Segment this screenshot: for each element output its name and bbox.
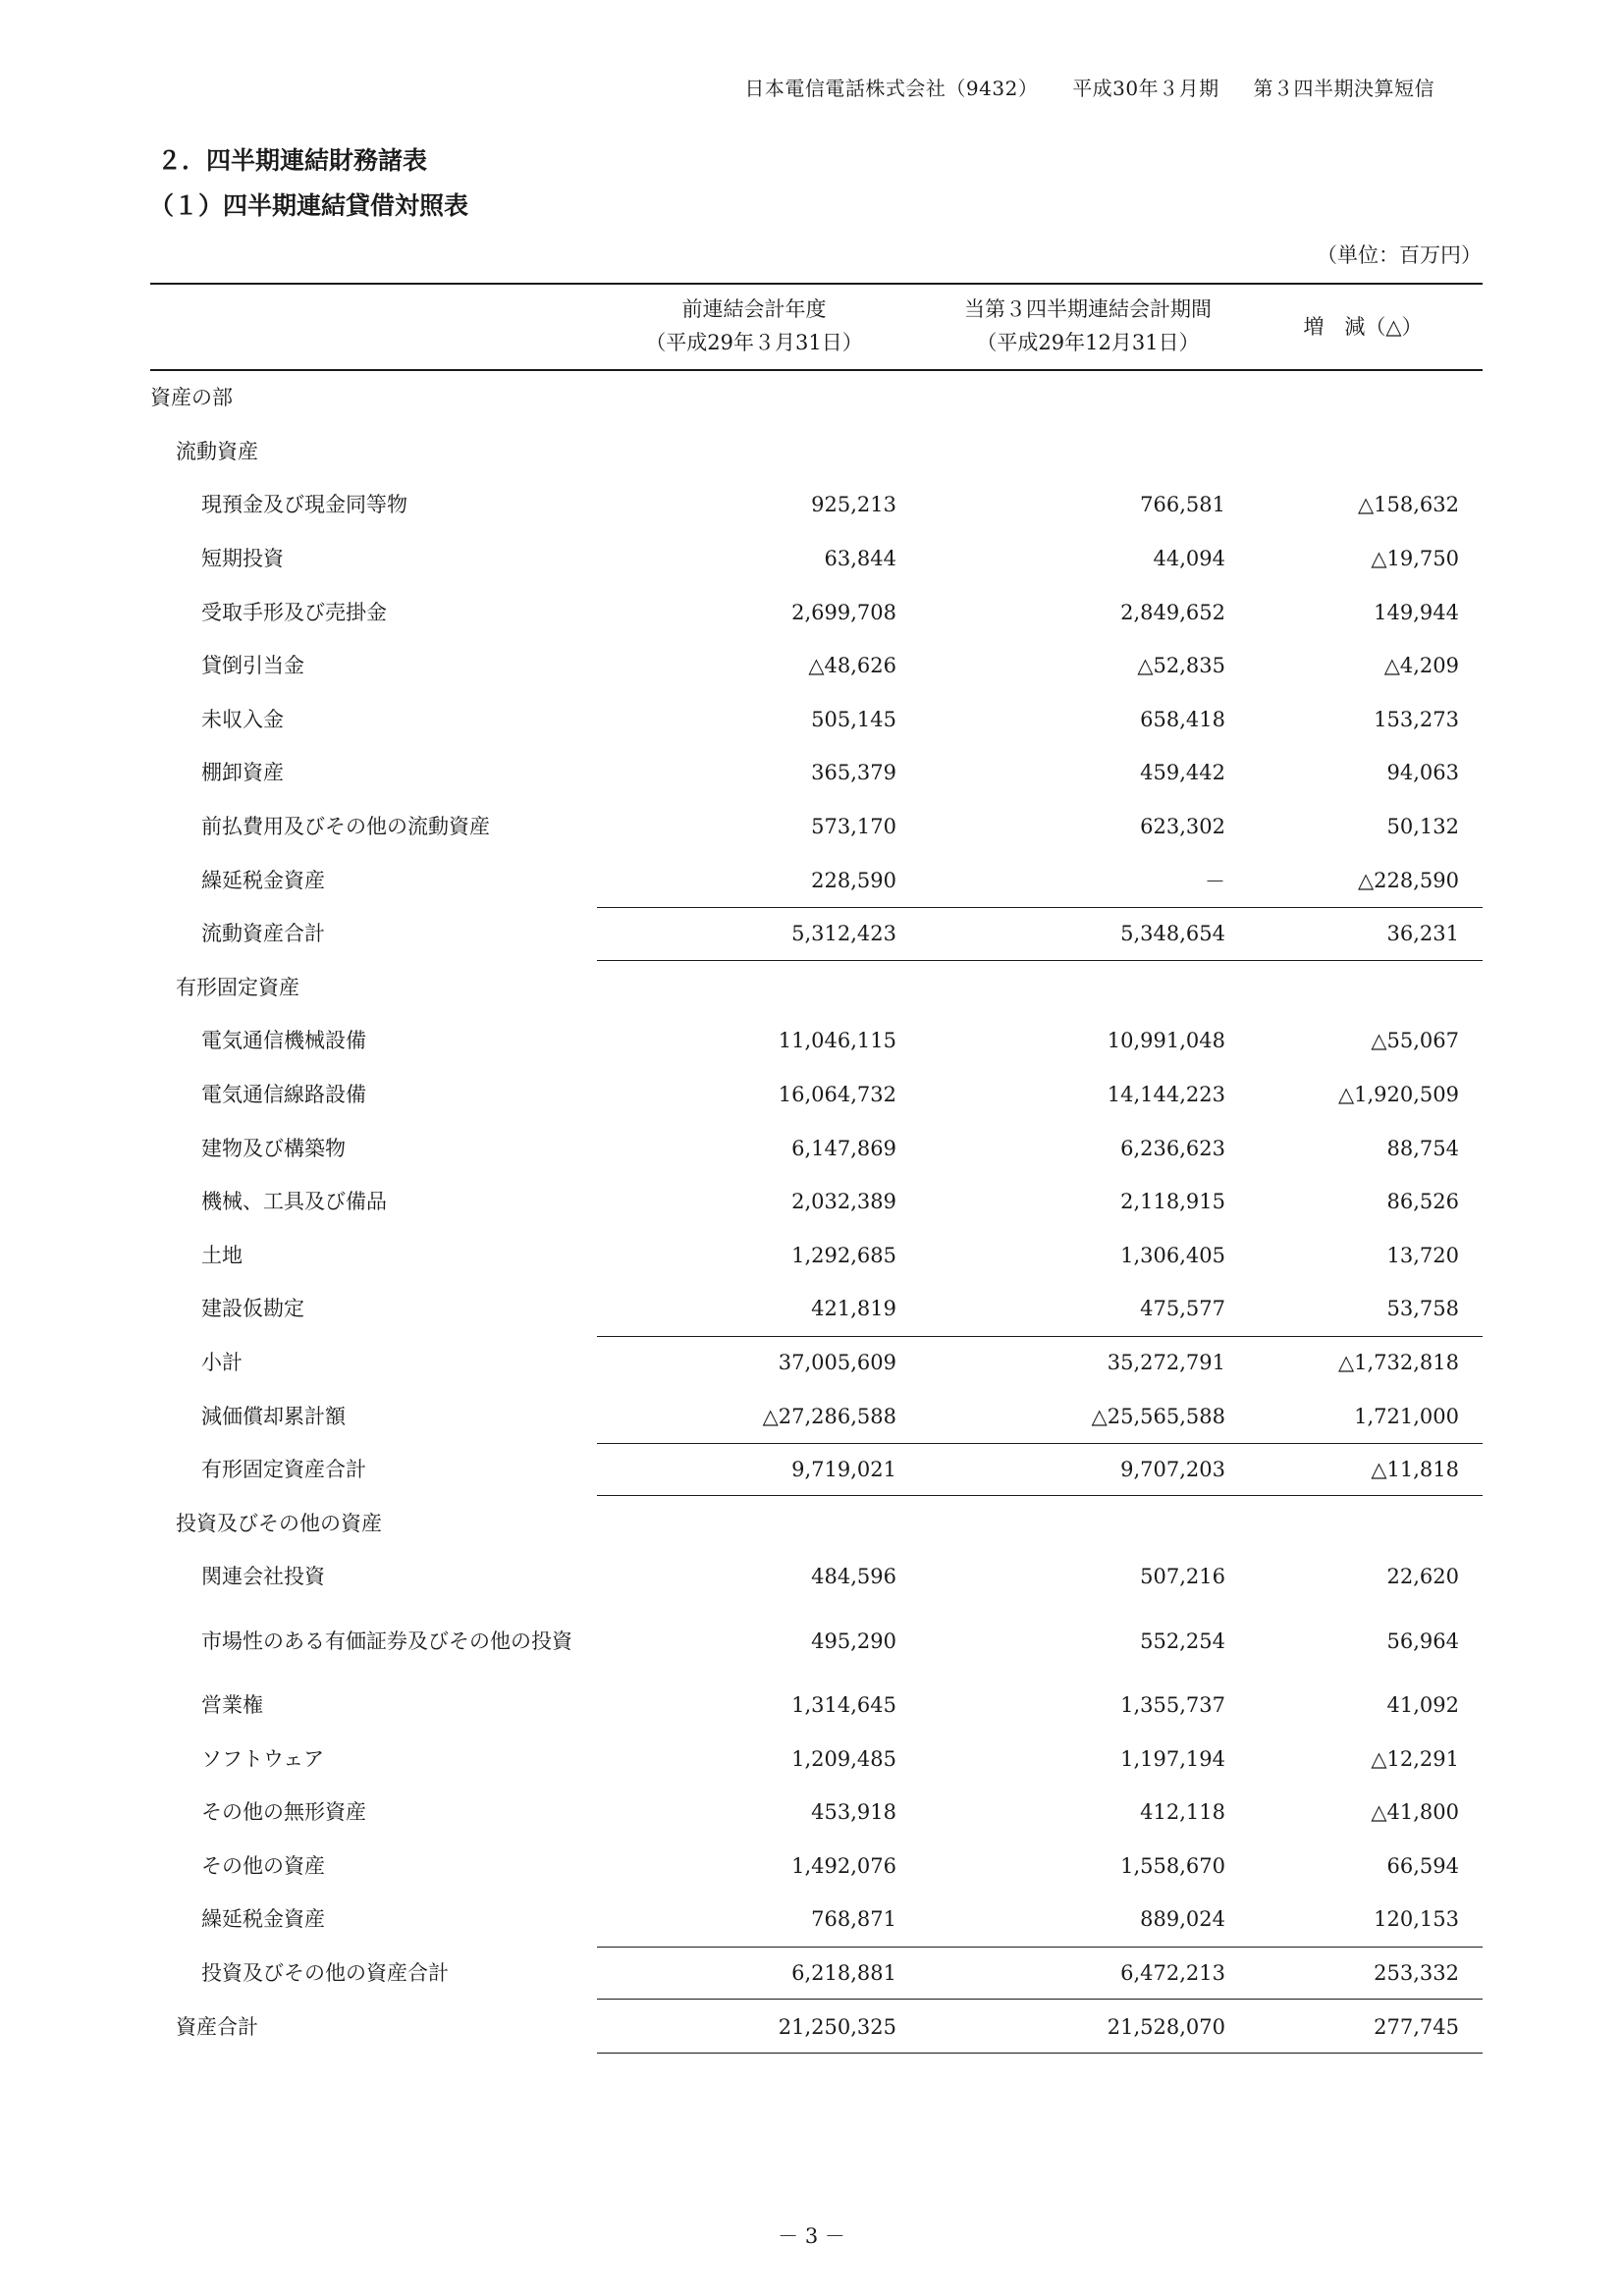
- value-current: 5,348,654: [1120, 922, 1225, 946]
- table-row: [150, 1786, 1483, 1840]
- table-row: [150, 1014, 1483, 1068]
- value-previous: 1,492,076: [791, 1853, 896, 1878]
- row-label: 関連会社投資: [201, 1565, 325, 1589]
- value-current: 6,236,623: [1120, 1136, 1225, 1160]
- value-difference: 36,231: [1386, 922, 1459, 946]
- value-previous: 228,590: [811, 868, 896, 892]
- value-difference: 88,754: [1386, 1136, 1459, 1160]
- value-current: 1,355,737: [1120, 1692, 1225, 1717]
- value-difference: 153,273: [1374, 707, 1459, 731]
- table-row: [150, 693, 1483, 747]
- table-row: [150, 961, 1483, 1015]
- table-row: [150, 1496, 1483, 1550]
- table-row: [150, 1839, 1483, 1893]
- value-current: 623,302: [1140, 815, 1225, 839]
- row-label: その他の資産: [201, 1853, 325, 1878]
- column-header-current: 当第３四半期連結会計期間 （平成29年12月31日）: [964, 297, 1212, 354]
- row-label: 流動資産合計: [201, 922, 325, 946]
- table-row: [150, 1282, 1483, 1336]
- row-label: 有形固定資産合計: [201, 1458, 366, 1482]
- value-difference: △12,291: [1371, 1746, 1459, 1771]
- value-current: 1,197,194: [1120, 1746, 1225, 1771]
- value-difference: △228,590: [1358, 868, 1459, 892]
- row-label: ソフトウェア: [201, 1746, 325, 1771]
- company-name: 日本電信電話株式会社（9432）: [744, 77, 1039, 100]
- subsection-title: （１）四半期連結貸借対照表: [149, 191, 469, 220]
- row-label: 短期投資: [201, 547, 284, 571]
- table-row: [150, 1893, 1483, 1947]
- value-difference: △1,920,509: [1337, 1083, 1459, 1107]
- table-row: [150, 1389, 1483, 1443]
- row-label: 有形固定資産: [176, 975, 299, 999]
- value-difference: △55,067: [1371, 1029, 1459, 1053]
- table-row: [150, 478, 1483, 532]
- value-previous: 9,719,021: [791, 1458, 896, 1482]
- value-difference: 22,620: [1386, 1565, 1459, 1589]
- value-previous: 484,596: [811, 1565, 896, 1589]
- value-difference: 66,594: [1386, 1853, 1459, 1878]
- table-row: [150, 746, 1483, 800]
- value-current: 658,418: [1140, 707, 1225, 731]
- value-previous: 16,064,732: [778, 1083, 896, 1107]
- value-difference: △4,209: [1383, 654, 1459, 678]
- row-label: 受取手形及び売掛金: [201, 600, 387, 624]
- subtotal-row: [150, 1443, 1483, 1497]
- value-previous: 6,147,869: [791, 1136, 896, 1160]
- table-row: [150, 1550, 1483, 1604]
- value-difference: 13,720: [1386, 1243, 1459, 1267]
- balance-sheet-table: [150, 283, 1483, 2054]
- value-current: △52,835: [1137, 654, 1225, 678]
- value-previous: 63,844: [824, 547, 896, 571]
- table-row: [150, 585, 1483, 639]
- table-row: [150, 1229, 1483, 1283]
- row-label: 棚卸資産: [201, 761, 284, 785]
- value-current: △25,565,588: [1091, 1404, 1225, 1428]
- value-difference: 120,153: [1374, 1907, 1459, 1932]
- row-label: 資産の部: [150, 386, 233, 410]
- document-header: [744, 73, 1434, 101]
- column-header-difference: 増 減（△）: [1303, 315, 1423, 339]
- subtotal-row: [150, 1336, 1483, 1390]
- table-row: [150, 1068, 1483, 1122]
- row-label: 資産合計: [176, 2014, 258, 2039]
- fiscal-period: 平成30年３月期: [1072, 77, 1219, 100]
- table-row: [150, 371, 1483, 425]
- row-label: 流動資産: [176, 439, 258, 463]
- value-previous: 21,250,325: [778, 2014, 896, 2039]
- row-label: 繰延税金資産: [201, 868, 325, 892]
- row-label: 小計: [201, 1350, 243, 1374]
- value-current: 889,024: [1140, 1907, 1225, 1932]
- value-difference: 86,526: [1386, 1190, 1459, 1214]
- value-previous: 2,032,389: [791, 1190, 896, 1214]
- value-difference: 1,721,000: [1354, 1404, 1459, 1428]
- row-label: 投資及びその他の資産合計: [201, 1960, 449, 1985]
- table-row: [150, 639, 1483, 693]
- value-current: 552,254: [1140, 1629, 1225, 1653]
- value-previous: 505,145: [811, 707, 896, 731]
- row-label: 機械、工具及び備品: [201, 1190, 387, 1214]
- column-header-previous: 前連結会計年度 （平成29年３月31日）: [645, 297, 863, 354]
- table-row: [150, 425, 1483, 479]
- value-difference: △41,800: [1371, 1800, 1459, 1825]
- section-title: ２．四半期連結財務諸表: [157, 146, 428, 175]
- row-label: 土地: [201, 1243, 243, 1267]
- table-header: [150, 285, 1483, 371]
- value-current: 1,558,670: [1120, 1853, 1225, 1878]
- value-difference: 94,063: [1386, 761, 1459, 785]
- value-previous: 925,213: [811, 493, 896, 517]
- value-current: 35,272,791: [1107, 1350, 1225, 1374]
- value-difference: 50,132: [1386, 815, 1459, 839]
- value-previous: 1,314,645: [791, 1692, 896, 1717]
- row-label: 電気通信機械設備: [201, 1029, 366, 1053]
- row-label: 投資及びその他の資産: [176, 1511, 382, 1535]
- row-label: 前払費用及びその他の流動資産: [201, 815, 490, 839]
- row-label: 減価償却累計額: [201, 1404, 346, 1428]
- table-row: [150, 1175, 1483, 1229]
- value-current: 766,581: [1140, 493, 1225, 517]
- value-previous: △27,286,588: [762, 1404, 896, 1428]
- page-number: － 3 －: [778, 2224, 845, 2248]
- row-label: 建物及び構築物: [201, 1136, 346, 1160]
- value-previous: 5,312,423: [791, 922, 896, 946]
- value-difference: 277,745: [1374, 2014, 1459, 2039]
- value-previous: 37,005,609: [778, 1350, 896, 1374]
- value-current: 9,707,203: [1120, 1458, 1225, 1482]
- value-previous: 365,379: [811, 761, 896, 785]
- value-previous: 453,918: [811, 1800, 896, 1825]
- value-previous: △48,626: [808, 654, 896, 678]
- value-difference: △19,750: [1371, 547, 1459, 571]
- value-previous: 768,871: [811, 1907, 896, 1932]
- value-current: －: [1205, 869, 1225, 893]
- row-label: 未収入金: [201, 707, 284, 731]
- report-name: 第３四半期決算短信: [1253, 77, 1434, 100]
- value-current: 2,118,915: [1120, 1190, 1225, 1214]
- row-label: 電気通信線路設備: [201, 1083, 366, 1107]
- value-previous: 1,292,685: [791, 1243, 896, 1267]
- value-current: 475,577: [1140, 1297, 1225, 1321]
- value-difference: 56,964: [1386, 1629, 1459, 1653]
- value-difference: △1,732,818: [1337, 1350, 1459, 1374]
- value-current: 1,306,405: [1120, 1243, 1225, 1267]
- row-label: 建設仮勘定: [201, 1297, 304, 1321]
- value-current: 6,472,213: [1120, 1960, 1225, 1985]
- table-row: [150, 532, 1483, 586]
- value-current: 44,094: [1153, 547, 1225, 571]
- row-label: 貸倒引当金: [201, 654, 304, 678]
- value-current: 10,991,048: [1107, 1029, 1225, 1053]
- value-difference: 149,944: [1374, 600, 1459, 624]
- value-previous: 421,819: [811, 1297, 896, 1321]
- value-previous: 2,699,708: [791, 600, 896, 624]
- value-previous: 495,290: [811, 1629, 896, 1653]
- value-current: 412,118: [1140, 1800, 1225, 1825]
- table-row: [150, 1604, 1483, 1679]
- table-row: [150, 800, 1483, 854]
- row-label: 繰延税金資産: [201, 1907, 325, 1932]
- value-current: 507,216: [1140, 1565, 1225, 1589]
- table-row: [150, 1732, 1483, 1786]
- value-difference: △158,632: [1358, 493, 1459, 517]
- value-current: 14,144,223: [1107, 1083, 1225, 1107]
- value-difference: △11,818: [1371, 1458, 1459, 1482]
- subtotal-row: [150, 1947, 1483, 2001]
- subtotal-row: [150, 907, 1483, 961]
- row-label: その他の無形資産: [201, 1800, 366, 1825]
- value-previous: 6,218,881: [791, 1960, 896, 1985]
- value-previous: 1,209,485: [791, 1746, 896, 1771]
- value-current: 459,442: [1140, 761, 1225, 785]
- row-label: 営業権: [201, 1692, 263, 1717]
- table-row: [150, 1679, 1483, 1733]
- unit-label: （単位：百万円）: [1317, 243, 1482, 267]
- row-label: 市場性のある有価証券及びその他の投資: [201, 1629, 572, 1653]
- row-label: 現預金及び現金同等物: [201, 493, 407, 517]
- value-difference: 41,092: [1386, 1692, 1459, 1717]
- value-difference: 253,332: [1374, 1960, 1459, 1985]
- total-row: [150, 2000, 1483, 2054]
- value-current: 2,849,652: [1120, 600, 1225, 624]
- value-previous: 573,170: [811, 815, 896, 839]
- value-difference: 53,758: [1386, 1297, 1459, 1321]
- table-row: [150, 853, 1483, 907]
- value-current: 21,528,070: [1107, 2014, 1225, 2039]
- value-previous: 11,046,115: [778, 1029, 896, 1053]
- table-row: [150, 1121, 1483, 1175]
